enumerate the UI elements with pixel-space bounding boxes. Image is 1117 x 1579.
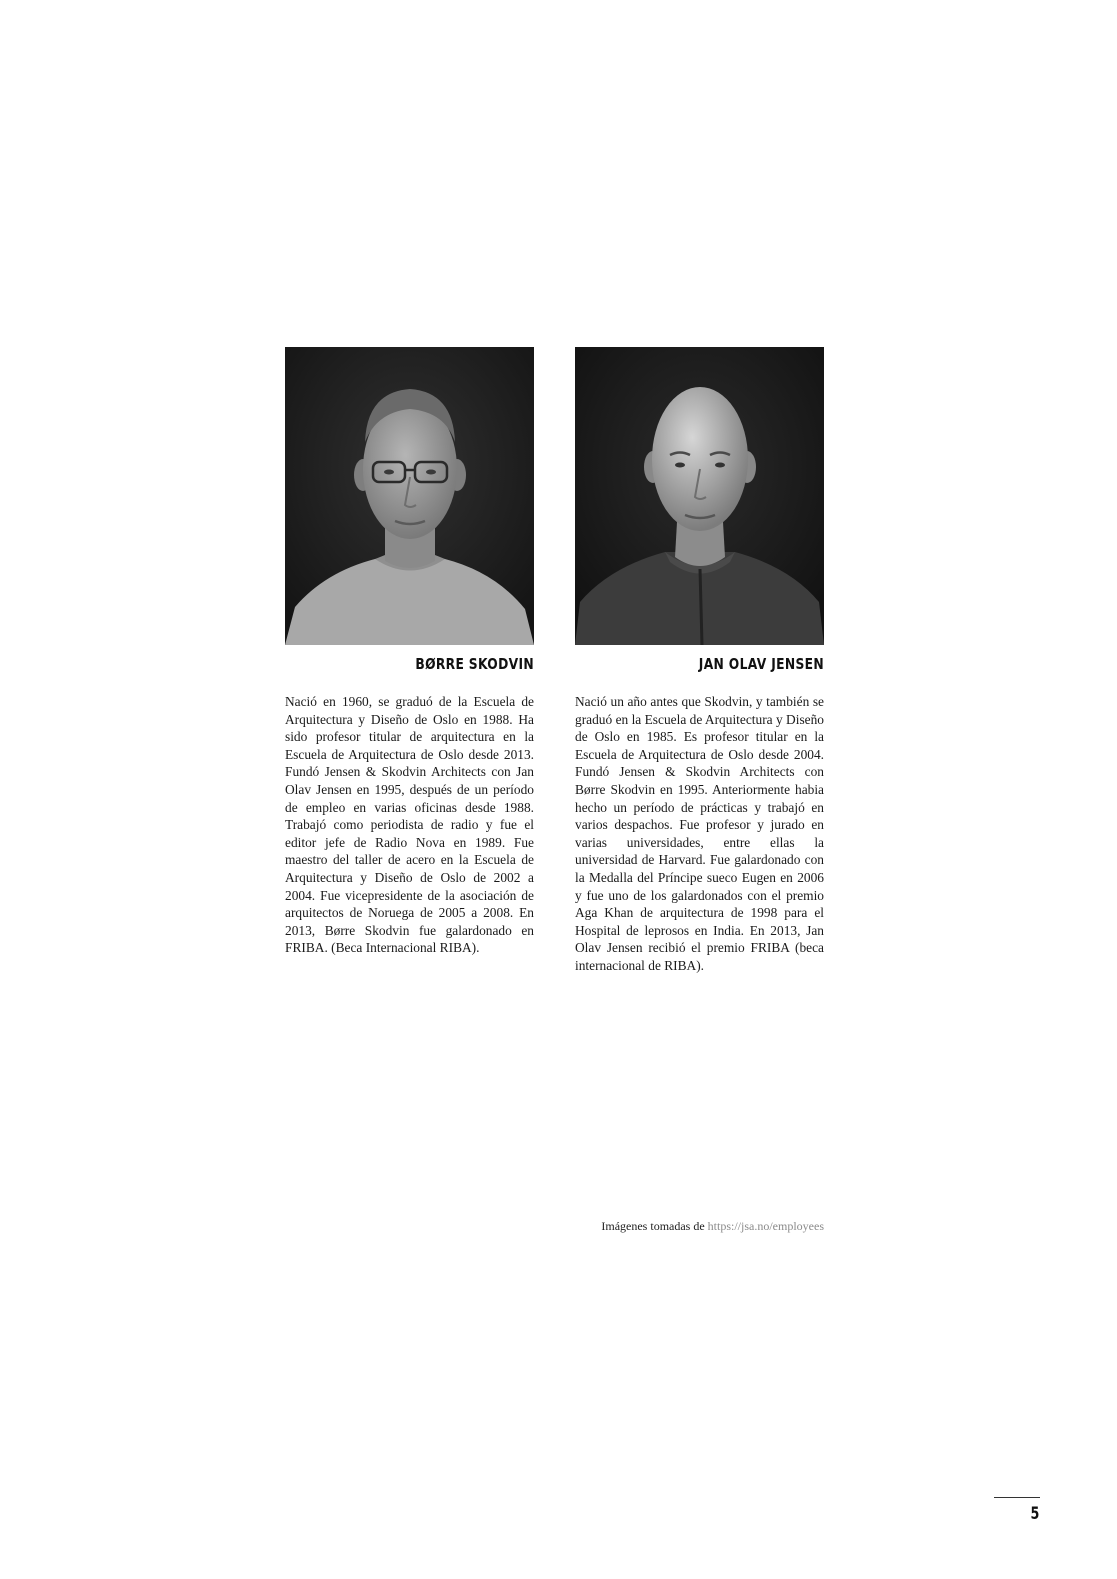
portrait-illustration bbox=[285, 347, 534, 645]
page-number: 5 bbox=[1030, 1504, 1040, 1524]
portrait-photo-jan-olav-jensen bbox=[575, 347, 824, 645]
portrait-photo-borre-skodvin bbox=[285, 347, 534, 645]
image-credit bbox=[560, 1219, 824, 1234]
profile-borre-skodvin bbox=[285, 347, 534, 957]
person-name: BØRRE SKODVIN bbox=[415, 655, 534, 673]
person-bio: Nació un año antes que Skodvin, y también se graduó en la Escuela de Arquitectura y Diseño de Oslo en 1985. Es profesor titular en la Escuela de Arquitectura de Oslo desde 2004. Fundó Jensen & Skodvin Architects con Børre Skodvin en 1995. Anteriormente habia hecho un período de prácticas y trabajó en varios despachos. Fue profesor y jurado en varias universidades, entre ellas la universidad de Harvard. Fue galardonado con la Medalla del Príncipe sueco Eugen en 2006 y fue uno de los galardonados con el premio Aga Khan de arquitectura de 1998 para el Hospital de leprosos en India. En 2013, Jan Olav Jensen recibió el premio FRIBA (beca internacional de RIBA). bbox=[575, 694, 824, 973]
profile-jan-olav-jensen bbox=[575, 347, 824, 975]
credit-prefix: Imágenes tomadas de bbox=[601, 1219, 705, 1233]
person-bio: Nació en 1960, se graduó de la Escuela de Arquitectura y Diseño de Oslo en 1988. Ha sido profesor titular de arquitectura en la Escuela de Arquitectura de Oslo desde 2013. Fundó Jensen & Skodvin Architects con Jan Olav Jensen en 1995, después de un período de empleo en varias oficinas desde 1988. Trabajó como periodista de radio y fue el editor jefe de Radio Nova en 1989. Fue maestro del taller de acero en la Escuela de Arquitectura y Diseño de Oslo de 2002 a 2004. Fue vicepresidente de la asociación de arquitectos de Noruega de 2005 a 2008. En 2013, Børre Skodvin fue galardonado en FRIBA. (Beca Internacional RIBA). bbox=[285, 694, 534, 956]
credit-link[interactable]: https://jsa.no/employees bbox=[707, 1219, 824, 1233]
page-number-rule bbox=[994, 1497, 1040, 1498]
person-name: JAN OLAV JENSEN bbox=[698, 655, 824, 673]
portrait-illustration bbox=[575, 347, 824, 645]
